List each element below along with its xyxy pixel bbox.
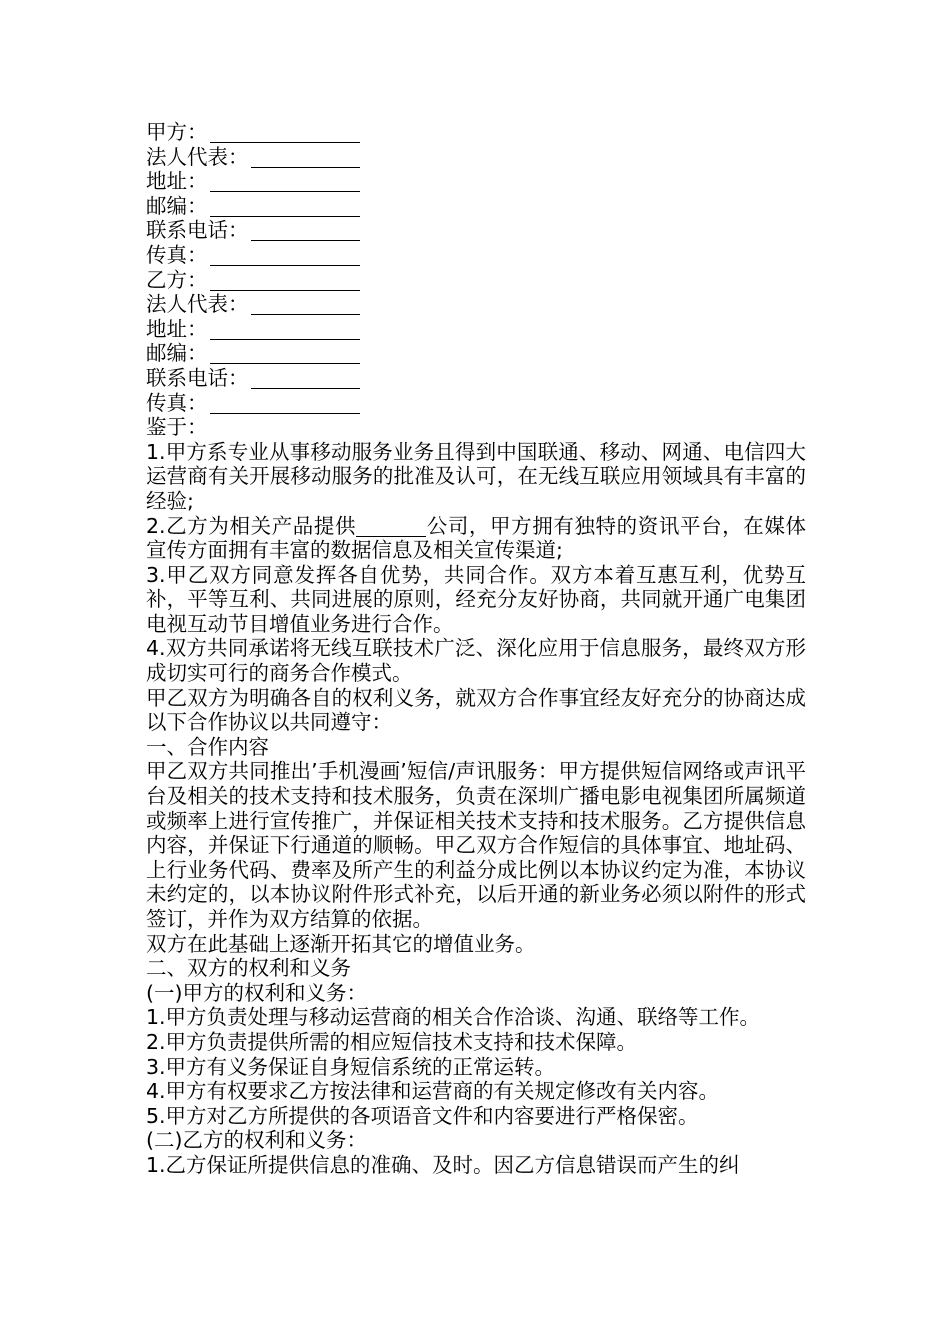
party-b-address-blank bbox=[210, 319, 360, 340]
party-a-address-blank bbox=[210, 171, 360, 192]
section-1-extra: 双方在此基础上逐渐开拓其它的增值业务。 bbox=[146, 931, 536, 956]
party-a-phone-field bbox=[146, 218, 806, 243]
party-b-fax-blank bbox=[210, 393, 360, 414]
party-a-fax-field bbox=[146, 243, 806, 268]
contract-document bbox=[146, 120, 806, 1178]
party-a-name-blank bbox=[210, 122, 360, 143]
party-a-rep-field bbox=[146, 145, 806, 170]
party-b-name-blank bbox=[210, 270, 360, 291]
party-a-rep-blank bbox=[251, 147, 360, 168]
party-b-phone-label: 联系电话： bbox=[146, 365, 249, 390]
section-1-heading: 一、合作内容 bbox=[146, 734, 269, 759]
party-a-rep-label: 法人代表： bbox=[146, 144, 249, 169]
whereas-item-2 bbox=[146, 514, 806, 563]
party-a-postcode-field bbox=[146, 194, 806, 219]
party-b-rep-label: 法人代表： bbox=[146, 292, 249, 317]
party-a-name-label: 甲方： bbox=[146, 120, 208, 144]
section-2-sub-1-item-3: 3.甲方有义务保证自身短信系统的正常运转。 bbox=[146, 1054, 556, 1079]
section-2-sub-1-item-4: 4.甲方有权要求乙方按法律和运营商的有关规定修改有关内容。 bbox=[146, 1079, 720, 1104]
section-2-sub-1-item-2: 2.甲方负责提供所需的相应短信技术支持和技术保障。 bbox=[146, 1029, 638, 1054]
party-a-name-field bbox=[146, 120, 806, 145]
party-a-fax-label: 传真： bbox=[146, 242, 208, 267]
party-a-postcode-blank bbox=[210, 196, 360, 217]
party-b-phone-blank bbox=[251, 368, 360, 389]
whereas-heading: 鉴于： bbox=[146, 415, 208, 440]
party-b-postcode-blank bbox=[210, 343, 360, 364]
party-b-fax-field bbox=[146, 391, 806, 416]
party-b-name-field bbox=[146, 268, 806, 293]
section-2-sub-2-heading: (二)乙方的权利和义务： bbox=[146, 1128, 367, 1153]
party-b-fax-label: 传真： bbox=[146, 390, 208, 415]
party-a-fax-blank bbox=[210, 245, 360, 266]
party-b-name-label: 乙方： bbox=[146, 267, 208, 292]
whereas-item-2-after: 公司，甲方拥有独特的资讯平台，在媒体宣传方面拥有丰富的数据信息及相关宣传渠道; bbox=[146, 513, 806, 563]
party-b-postcode-field bbox=[146, 341, 806, 366]
whereas-item-4: 4.双方共同承诺将无线互联技术广泛、深化应用于信息服务，最终双方形成切实可行的商务合作模式。 bbox=[146, 636, 806, 686]
party-a-address-field bbox=[146, 169, 806, 194]
whereas-item-1: 1.甲方系专业从事移动服务业务且得到中国联通、移动、网通、电信四大运营商有关开展移动服务的批准及认可，在无线互联应用领域具有丰富的经验; bbox=[146, 439, 806, 513]
party-b-phone-field bbox=[146, 366, 806, 391]
party-b-address-label: 地址： bbox=[146, 316, 208, 341]
whereas-item-2-before: 2.乙方为相关产品提供 bbox=[146, 513, 357, 538]
section-2-sub-1-heading: (一)甲方的权利和义务： bbox=[146, 980, 367, 1005]
section-2-sub-1-item-5: 5.甲方对乙方所提供的各项语音文件和内容要进行严格保密。 bbox=[146, 1103, 699, 1128]
section-1-body: 甲乙双方共同推出’手机漫画’短信/声讯服务：甲方提供短信网络或声讯平台及相关的技术支持和技术服务，负责在深圳广播电影电视集团所属频道或频率上进行宣传推广，并保证相关技术支持和技术服务。乙方提供信息内容，并保证下行通道的顺畅。甲乙双方合作短信的具体事宜、地址码、上行业务代码、费率及所产生的利益分成比例以本协议约定为准，本协议未约定的，以本协议附件形式补充，以后开通的新业务必须以附件的形式签订，并作为双方结算的依据。 bbox=[146, 759, 806, 931]
party-b-postcode-label: 邮编： bbox=[146, 341, 208, 366]
party-b-rep-blank bbox=[251, 294, 360, 315]
section-2-sub-2-item-1: 1.乙方保证所提供信息的准确、及时。因乙方信息错误而产生的纠 bbox=[146, 1152, 740, 1177]
section-2-sub-1-item-1: 1.甲方负责处理与移动运营商的相关合作洽谈、沟通、联络等工作。 bbox=[146, 1005, 761, 1030]
agreement-intro: 甲乙双方为明确各自的权利义务，就双方合作事宜经友好充分的协商达成以下合作协议以共同遵守： bbox=[146, 685, 806, 735]
party-b-rep-field bbox=[146, 292, 806, 317]
product-blank bbox=[356, 518, 426, 537]
whereas-item-3: 3.甲乙双方同意发挥各自优势，共同合作。双方本着互惠互利，优势互补，平等互利、共同进展的原则，经充分友好协商，共同就开通广电集团电视互动节目增值业务进行合作。 bbox=[146, 562, 806, 636]
party-a-phone-blank bbox=[251, 220, 360, 241]
party-a-phone-label: 联系电话： bbox=[146, 218, 249, 243]
section-2-heading: 二、双方的权利和义务 bbox=[146, 956, 351, 981]
party-a-postcode-label: 邮编： bbox=[146, 193, 208, 218]
party-b-address-field bbox=[146, 317, 806, 342]
party-a-address-label: 地址： bbox=[146, 169, 208, 194]
